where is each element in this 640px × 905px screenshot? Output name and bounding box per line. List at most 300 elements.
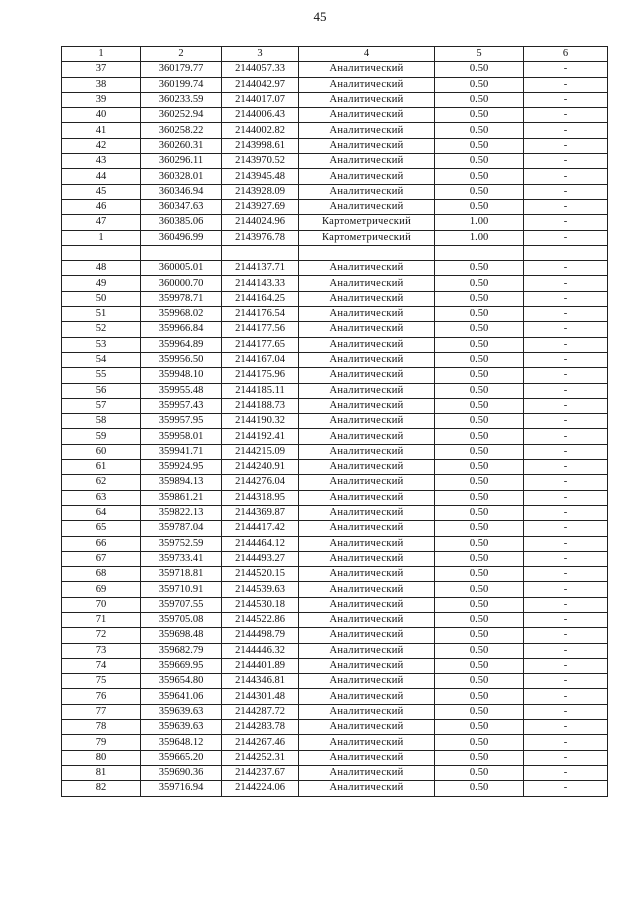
- y-coordinate-cell: 2144252.31: [222, 750, 299, 765]
- table-row: [62, 352, 608, 367]
- accuracy-cell: 0.50: [435, 337, 524, 352]
- description-cell: -: [524, 123, 608, 138]
- point-number-cell: 73: [62, 643, 141, 658]
- accuracy-cell: 1.00: [435, 230, 524, 245]
- method-cell: Аналитический: [299, 92, 435, 107]
- accuracy-cell: 0.50: [435, 108, 524, 123]
- method-cell: Аналитический: [299, 169, 435, 184]
- y-coordinate-cell: 2144301.48: [222, 689, 299, 704]
- description-cell: -: [524, 92, 608, 107]
- method-cell: Аналитический: [299, 720, 435, 735]
- table-row: [62, 414, 608, 429]
- table-row: [62, 582, 608, 597]
- table-row: [62, 230, 608, 245]
- point-number-cell: 49: [62, 276, 141, 291]
- method-cell: Аналитический: [299, 154, 435, 169]
- table-row: [62, 597, 608, 612]
- accuracy-cell: 0.50: [435, 444, 524, 459]
- description-cell: -: [524, 750, 608, 765]
- method-cell: Аналитический: [299, 781, 435, 796]
- method-cell: Аналитический: [299, 199, 435, 214]
- accuracy-cell: 0.50: [435, 765, 524, 780]
- point-number-cell: 38: [62, 77, 141, 92]
- point-number-cell: 67: [62, 551, 141, 566]
- method-cell: Аналитический: [299, 567, 435, 582]
- table-row: [62, 154, 608, 169]
- x-coordinate-cell: 359752.59: [141, 536, 222, 551]
- point-number-cell: 42: [62, 138, 141, 153]
- description-cell: -: [524, 184, 608, 199]
- y-coordinate-cell: 2143945.48: [222, 169, 299, 184]
- description-cell: -: [524, 658, 608, 673]
- x-coordinate-cell: 359968.02: [141, 307, 222, 322]
- method-cell: Аналитический: [299, 460, 435, 475]
- point-number-cell: 63: [62, 490, 141, 505]
- point-number-cell: 65: [62, 521, 141, 536]
- table-row: [62, 215, 608, 230]
- x-coordinate-cell: 360346.94: [141, 184, 222, 199]
- table-row: [62, 689, 608, 704]
- table-row: [62, 735, 608, 750]
- x-coordinate-cell: 359966.84: [141, 322, 222, 337]
- point-number-cell: 53: [62, 337, 141, 352]
- accuracy-cell: 0.50: [435, 383, 524, 398]
- x-coordinate-cell: 360296.11: [141, 154, 222, 169]
- description-cell: -: [524, 704, 608, 719]
- accuracy-cell: 0.50: [435, 750, 524, 765]
- point-number-cell: 54: [62, 352, 141, 367]
- accuracy-cell: 0.50: [435, 643, 524, 658]
- y-coordinate-cell: 2144369.87: [222, 505, 299, 520]
- point-number-cell: 37: [62, 62, 141, 77]
- method-cell: Аналитический: [299, 490, 435, 505]
- header-cell: 6: [524, 47, 608, 62]
- description-cell: -: [524, 521, 608, 536]
- accuracy-cell: 0.50: [435, 307, 524, 322]
- method-cell: Аналитический: [299, 765, 435, 780]
- accuracy-cell: 0.50: [435, 276, 524, 291]
- description-cell: -: [524, 62, 608, 77]
- y-coordinate-cell: 2143928.09: [222, 184, 299, 199]
- y-coordinate-cell: 2144215.09: [222, 444, 299, 459]
- x-coordinate-cell: 360000.70: [141, 276, 222, 291]
- x-coordinate-cell: 359957.95: [141, 414, 222, 429]
- point-number-cell: 1: [62, 230, 141, 245]
- x-coordinate-cell: 359641.06: [141, 689, 222, 704]
- description-cell: -: [524, 215, 608, 230]
- table-row: [62, 521, 608, 536]
- x-coordinate-cell: 359924.95: [141, 460, 222, 475]
- x-coordinate-cell: 360496.99: [141, 230, 222, 245]
- accuracy-cell: 0.50: [435, 567, 524, 582]
- method-cell: Аналитический: [299, 322, 435, 337]
- table-row: [62, 123, 608, 138]
- description-cell: -: [524, 276, 608, 291]
- description-cell: -: [524, 261, 608, 276]
- point-number-cell: 41: [62, 123, 141, 138]
- method-cell: Аналитический: [299, 612, 435, 627]
- table-row: [62, 398, 608, 413]
- method-cell: Аналитический: [299, 414, 435, 429]
- y-coordinate-cell: 2144283.78: [222, 720, 299, 735]
- x-coordinate-cell: 360260.31: [141, 138, 222, 153]
- method-cell: Аналитический: [299, 704, 435, 719]
- table-header-row: [62, 47, 608, 62]
- accuracy-cell: 0.50: [435, 138, 524, 153]
- x-coordinate-cell: 359639.63: [141, 720, 222, 735]
- table-row: [62, 750, 608, 765]
- point-number-cell: 66: [62, 536, 141, 551]
- table-row: [62, 567, 608, 582]
- accuracy-cell: 0.50: [435, 475, 524, 490]
- x-coordinate-cell: [141, 245, 222, 260]
- accuracy-cell: 0.50: [435, 460, 524, 475]
- header-cell: 3: [222, 47, 299, 62]
- point-number-cell: 57: [62, 398, 141, 413]
- description-cell: -: [524, 689, 608, 704]
- description-cell: -: [524, 77, 608, 92]
- x-coordinate-cell: 359718.81: [141, 567, 222, 582]
- description-cell: -: [524, 138, 608, 153]
- x-coordinate-cell: 360179.77: [141, 62, 222, 77]
- point-number-cell: 80: [62, 750, 141, 765]
- accuracy-cell: 0.50: [435, 781, 524, 796]
- table-row: [62, 291, 608, 306]
- x-coordinate-cell: 359716.94: [141, 781, 222, 796]
- method-cell: Картометрический: [299, 230, 435, 245]
- method-cell: Аналитический: [299, 184, 435, 199]
- y-coordinate-cell: 2144401.89: [222, 658, 299, 673]
- accuracy-cell: 0.50: [435, 704, 524, 719]
- description-cell: -: [524, 322, 608, 337]
- x-coordinate-cell: 359861.21: [141, 490, 222, 505]
- point-number-cell: 40: [62, 108, 141, 123]
- accuracy-cell: 0.50: [435, 398, 524, 413]
- y-coordinate-cell: 2144522.86: [222, 612, 299, 627]
- description-cell: -: [524, 414, 608, 429]
- y-coordinate-cell: 2144417.42: [222, 521, 299, 536]
- accuracy-cell: 0.50: [435, 536, 524, 551]
- point-number-cell: 39: [62, 92, 141, 107]
- point-number-cell: 81: [62, 765, 141, 780]
- point-number-cell: 72: [62, 628, 141, 643]
- method-cell: Аналитический: [299, 689, 435, 704]
- method-cell: Аналитический: [299, 337, 435, 352]
- table-row: [62, 322, 608, 337]
- table-row: [62, 628, 608, 643]
- accuracy-cell: 0.50: [435, 551, 524, 566]
- accuracy-cell: 0.50: [435, 658, 524, 673]
- table-row: [62, 337, 608, 352]
- x-coordinate-cell: 359894.13: [141, 475, 222, 490]
- accuracy-cell: 0.50: [435, 582, 524, 597]
- description-cell: -: [524, 230, 608, 245]
- x-coordinate-cell: 359654.80: [141, 674, 222, 689]
- method-cell: Аналитический: [299, 368, 435, 383]
- method-cell: Аналитический: [299, 674, 435, 689]
- y-coordinate-cell: 2144276.04: [222, 475, 299, 490]
- accuracy-cell: 0.50: [435, 689, 524, 704]
- method-cell: Аналитический: [299, 352, 435, 367]
- accuracy-cell: 0.50: [435, 199, 524, 214]
- y-coordinate-cell: 2144520.15: [222, 567, 299, 582]
- method-cell: Аналитический: [299, 643, 435, 658]
- table-row: [62, 138, 608, 153]
- y-coordinate-cell: 2144177.56: [222, 322, 299, 337]
- table-row: [62, 261, 608, 276]
- table-row: [62, 536, 608, 551]
- method-cell: Аналитический: [299, 307, 435, 322]
- table-row: [62, 781, 608, 796]
- description-cell: -: [524, 154, 608, 169]
- description-cell: -: [524, 291, 608, 306]
- x-coordinate-cell: 359941.71: [141, 444, 222, 459]
- point-number-cell: 71: [62, 612, 141, 627]
- point-number-cell: 60: [62, 444, 141, 459]
- point-number-cell: 56: [62, 383, 141, 398]
- y-coordinate-cell: 2144188.73: [222, 398, 299, 413]
- accuracy-cell: 0.50: [435, 521, 524, 536]
- table-row: [62, 475, 608, 490]
- accuracy-cell: 0.50: [435, 291, 524, 306]
- coordinates-table: [61, 46, 608, 797]
- point-number-cell: 48: [62, 261, 141, 276]
- method-cell: Аналитический: [299, 108, 435, 123]
- y-coordinate-cell: 2144530.18: [222, 597, 299, 612]
- method-cell: Аналитический: [299, 735, 435, 750]
- accuracy-cell: 0.50: [435, 490, 524, 505]
- accuracy-cell: [435, 245, 524, 260]
- point-number-cell: 47: [62, 215, 141, 230]
- method-cell: Аналитический: [299, 475, 435, 490]
- point-number-cell: 43: [62, 154, 141, 169]
- y-coordinate-cell: [222, 245, 299, 260]
- y-coordinate-cell: 2144446.32: [222, 643, 299, 658]
- method-cell: Аналитический: [299, 62, 435, 77]
- x-coordinate-cell: 360328.01: [141, 169, 222, 184]
- point-number-cell: 68: [62, 567, 141, 582]
- table-row: [62, 199, 608, 214]
- description-cell: -: [524, 505, 608, 520]
- point-number-cell: 50: [62, 291, 141, 306]
- table-row: [62, 307, 608, 322]
- method-cell: Аналитический: [299, 398, 435, 413]
- point-number-cell: 62: [62, 475, 141, 490]
- description-cell: -: [524, 368, 608, 383]
- accuracy-cell: 0.50: [435, 154, 524, 169]
- description-cell: -: [524, 597, 608, 612]
- method-cell: Аналитический: [299, 505, 435, 520]
- description-cell: [524, 245, 608, 260]
- method-cell: Аналитический: [299, 628, 435, 643]
- accuracy-cell: 0.50: [435, 597, 524, 612]
- y-coordinate-cell: 2144287.72: [222, 704, 299, 719]
- x-coordinate-cell: 359948.10: [141, 368, 222, 383]
- x-coordinate-cell: 359669.95: [141, 658, 222, 673]
- accuracy-cell: 0.50: [435, 674, 524, 689]
- point-number-cell: 52: [62, 322, 141, 337]
- y-coordinate-cell: 2144267.46: [222, 735, 299, 750]
- description-cell: -: [524, 582, 608, 597]
- header-cell: 5: [435, 47, 524, 62]
- table-row: [62, 490, 608, 505]
- x-coordinate-cell: 359648.12: [141, 735, 222, 750]
- x-coordinate-cell: 360199.74: [141, 77, 222, 92]
- page-number: 45: [313, 9, 327, 24]
- y-coordinate-cell: 2143927.69: [222, 199, 299, 214]
- y-coordinate-cell: 2144190.32: [222, 414, 299, 429]
- point-number-cell: 82: [62, 781, 141, 796]
- x-coordinate-cell: 360233.59: [141, 92, 222, 107]
- x-coordinate-cell: 359957.43: [141, 398, 222, 413]
- point-number-cell: 58: [62, 414, 141, 429]
- method-cell: Аналитический: [299, 429, 435, 444]
- x-coordinate-cell: 360252.94: [141, 108, 222, 123]
- point-number-cell: 55: [62, 368, 141, 383]
- table-row: [62, 612, 608, 627]
- y-coordinate-cell: 2144192.41: [222, 429, 299, 444]
- description-cell: -: [524, 765, 608, 780]
- y-coordinate-cell: 2144237.67: [222, 765, 299, 780]
- y-coordinate-cell: 2144024.96: [222, 215, 299, 230]
- description-cell: -: [524, 398, 608, 413]
- method-cell: Аналитический: [299, 291, 435, 306]
- y-coordinate-cell: 2144493.27: [222, 551, 299, 566]
- y-coordinate-cell: 2144498.79: [222, 628, 299, 643]
- table-row: [62, 765, 608, 780]
- y-coordinate-cell: 2144539.63: [222, 582, 299, 597]
- point-number-cell: 76: [62, 689, 141, 704]
- point-number-cell: 44: [62, 169, 141, 184]
- y-coordinate-cell: 2144176.54: [222, 307, 299, 322]
- method-cell: Аналитический: [299, 597, 435, 612]
- y-coordinate-cell: 2144143.33: [222, 276, 299, 291]
- accuracy-cell: 0.50: [435, 414, 524, 429]
- table-row: [62, 184, 608, 199]
- method-cell: Аналитический: [299, 658, 435, 673]
- table-row: [62, 704, 608, 719]
- method-cell: Аналитический: [299, 77, 435, 92]
- x-coordinate-cell: 359733.41: [141, 551, 222, 566]
- method-cell: Аналитический: [299, 123, 435, 138]
- table-row: [62, 108, 608, 123]
- table-row: [62, 245, 608, 260]
- point-number-cell: 78: [62, 720, 141, 735]
- method-cell: Аналитический: [299, 444, 435, 459]
- header-cell: 4: [299, 47, 435, 62]
- x-coordinate-cell: 360005.01: [141, 261, 222, 276]
- accuracy-cell: 0.50: [435, 720, 524, 735]
- y-coordinate-cell: 2144164.25: [222, 291, 299, 306]
- x-coordinate-cell: 359822.13: [141, 505, 222, 520]
- accuracy-cell: 0.50: [435, 261, 524, 276]
- x-coordinate-cell: 359639.63: [141, 704, 222, 719]
- description-cell: -: [524, 475, 608, 490]
- method-cell: Картометрический: [299, 215, 435, 230]
- description-cell: -: [524, 720, 608, 735]
- point-number-cell: 79: [62, 735, 141, 750]
- accuracy-cell: 0.50: [435, 77, 524, 92]
- y-coordinate-cell: 2144042.97: [222, 77, 299, 92]
- method-cell: Аналитический: [299, 383, 435, 398]
- description-cell: -: [524, 628, 608, 643]
- description-cell: -: [524, 735, 608, 750]
- point-number-cell: 69: [62, 582, 141, 597]
- accuracy-cell: 0.50: [435, 123, 524, 138]
- description-cell: -: [524, 551, 608, 566]
- accuracy-cell: 0.50: [435, 628, 524, 643]
- description-cell: -: [524, 444, 608, 459]
- accuracy-cell: 0.50: [435, 92, 524, 107]
- method-cell: Аналитический: [299, 582, 435, 597]
- method-cell: Аналитический: [299, 750, 435, 765]
- y-coordinate-cell: 2143976.78: [222, 230, 299, 245]
- accuracy-cell: 0.50: [435, 429, 524, 444]
- point-number-cell: 64: [62, 505, 141, 520]
- table-row: [62, 643, 608, 658]
- accuracy-cell: 0.50: [435, 612, 524, 627]
- x-coordinate-cell: 359682.79: [141, 643, 222, 658]
- table-row: [62, 720, 608, 735]
- header-cell: 2: [141, 47, 222, 62]
- y-coordinate-cell: 2144002.82: [222, 123, 299, 138]
- y-coordinate-cell: 2144240.91: [222, 460, 299, 475]
- table-row: [62, 77, 608, 92]
- description-cell: -: [524, 307, 608, 322]
- table-row: [62, 368, 608, 383]
- description-cell: -: [524, 674, 608, 689]
- description-cell: -: [524, 643, 608, 658]
- point-number-cell: 70: [62, 597, 141, 612]
- method-cell: [299, 245, 435, 260]
- point-number-cell: 45: [62, 184, 141, 199]
- point-number-cell: [62, 245, 141, 260]
- accuracy-cell: 1.00: [435, 215, 524, 230]
- header-cell: 1: [62, 47, 141, 62]
- y-coordinate-cell: 2143970.52: [222, 154, 299, 169]
- table-row: [62, 658, 608, 673]
- method-cell: Аналитический: [299, 521, 435, 536]
- x-coordinate-cell: 359710.91: [141, 582, 222, 597]
- method-cell: Аналитический: [299, 536, 435, 551]
- y-coordinate-cell: 2144318.95: [222, 490, 299, 505]
- accuracy-cell: 0.50: [435, 352, 524, 367]
- y-coordinate-cell: 2144177.65: [222, 337, 299, 352]
- x-coordinate-cell: 360258.22: [141, 123, 222, 138]
- x-coordinate-cell: 359707.55: [141, 597, 222, 612]
- point-number-cell: 61: [62, 460, 141, 475]
- description-cell: -: [524, 383, 608, 398]
- y-coordinate-cell: 2144224.06: [222, 781, 299, 796]
- point-number-cell: 46: [62, 199, 141, 214]
- point-number-cell: 74: [62, 658, 141, 673]
- description-cell: -: [524, 536, 608, 551]
- y-coordinate-cell: 2144137.71: [222, 261, 299, 276]
- method-cell: Аналитический: [299, 261, 435, 276]
- table-row: [62, 383, 608, 398]
- description-cell: -: [524, 490, 608, 505]
- y-coordinate-cell: 2144017.07: [222, 92, 299, 107]
- description-cell: -: [524, 169, 608, 184]
- x-coordinate-cell: 359690.36: [141, 765, 222, 780]
- x-coordinate-cell: 359955.48: [141, 383, 222, 398]
- method-cell: Аналитический: [299, 276, 435, 291]
- y-coordinate-cell: 2144167.04: [222, 352, 299, 367]
- description-cell: -: [524, 337, 608, 352]
- accuracy-cell: 0.50: [435, 505, 524, 520]
- table-row: [62, 429, 608, 444]
- table-row: [62, 62, 608, 77]
